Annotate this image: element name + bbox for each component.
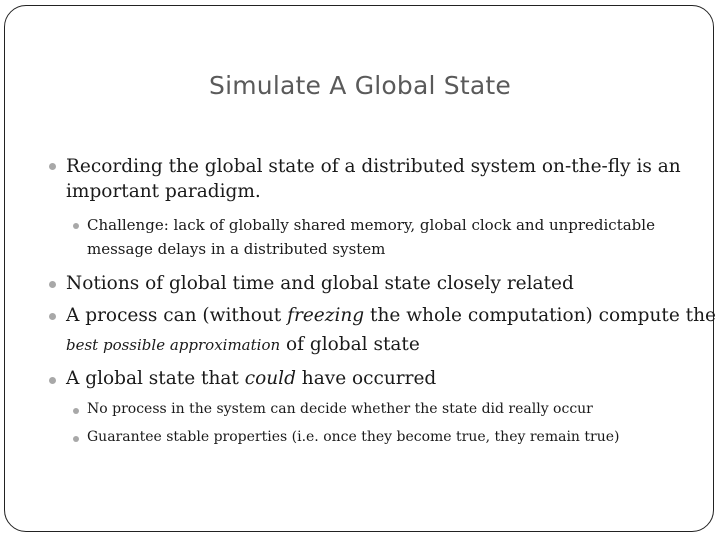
sub-bullet-dot bbox=[73, 436, 79, 442]
bullet-1-line-1: Recording the global state of a distributed system on-the-fly is an bbox=[66, 156, 681, 177]
bullet-1-line-2: important paradigm. bbox=[66, 181, 261, 202]
bullet-3-line-1 bbox=[66, 305, 716, 326]
bullet-3-italic-approximation: best possible approximation bbox=[66, 336, 281, 354]
sub-bullet-1-line-1: Challenge: lack of globally shared memory, global clock and unpredictable bbox=[87, 216, 655, 234]
bullet-3-italic-freezing: freezing bbox=[287, 305, 365, 326]
bullet-4-text-b: have occurred bbox=[295, 368, 437, 389]
bullet-4-text-a: A global state that bbox=[66, 368, 245, 389]
bullet-dot bbox=[49, 377, 56, 384]
bullet-2-text: Notions of global time and global state closely related bbox=[66, 273, 574, 294]
bullet-dot bbox=[49, 163, 56, 170]
bullet-3-text-b: the whole computation) compute the bbox=[364, 305, 716, 326]
bullet-3-line-2 bbox=[66, 334, 420, 355]
sub-bullet-dot bbox=[73, 408, 79, 414]
sub-bullet-1-line-2: message delays in a distributed system bbox=[87, 240, 386, 258]
bullet-4-italic-could: could bbox=[244, 368, 296, 389]
sub-bullet-dot bbox=[73, 223, 79, 229]
bullet-dot bbox=[49, 281, 56, 288]
sub-bullet-4-2: Guarantee stable properties (i.e. once they become true, they remain true) bbox=[87, 429, 620, 445]
bullet-4-text bbox=[66, 368, 436, 389]
slide-title: Simulate A Global State bbox=[209, 71, 511, 100]
sub-bullet-4-1: No process in the system can decide whether the state did really occur bbox=[87, 401, 593, 417]
bullet-3-text-a: A process can (without bbox=[66, 305, 288, 326]
bullet-dot bbox=[49, 313, 56, 320]
bullet-3-text-c: of global state bbox=[280, 334, 420, 355]
